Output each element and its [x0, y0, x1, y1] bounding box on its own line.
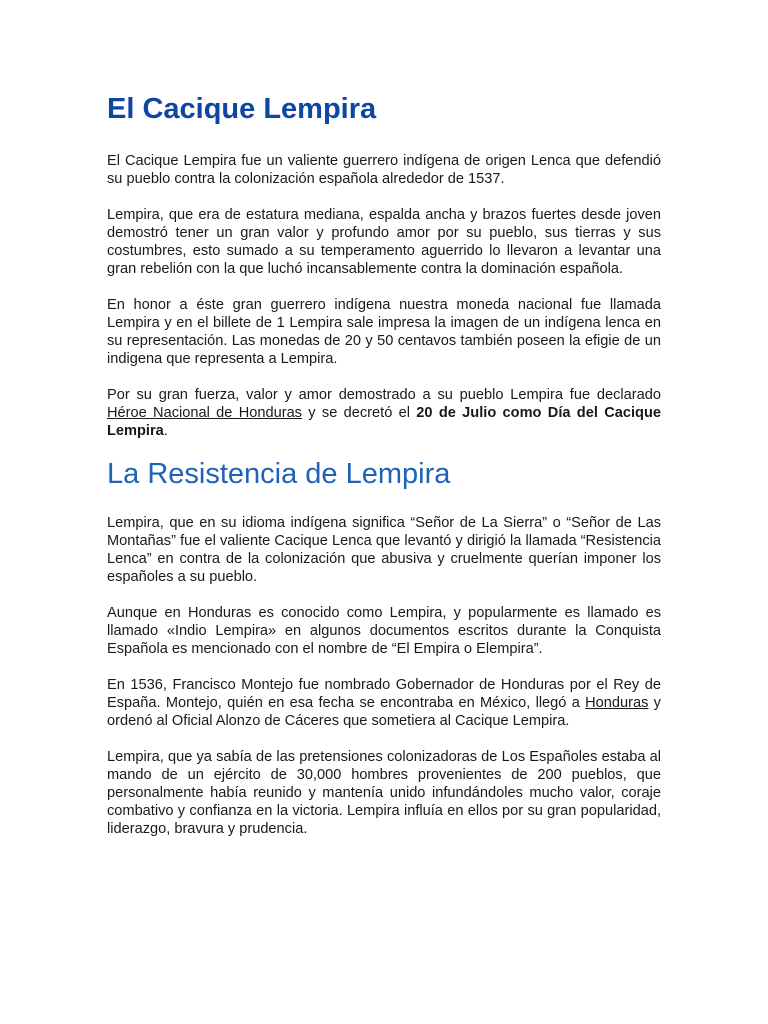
paragraph-text: . — [163, 423, 168, 439]
paragraph-stature: Lempira, que era de estatura mediana, espalda ancha y brazos fuertes desde joven demostró tener un gran valor y profundo amor por su pueblo, sus tierras y sus costumbres, esto sumado a su temperamento aguerrido lo llevaron a levantar una gran rebelión con la que luchó incansablemente contra la dominación española. — [107, 207, 661, 277]
section-heading-resistencia: La Resistencia de Lempira — [107, 458, 451, 490]
paragraph-army: Lempira, que ya sabía de las pretensiones colonizadoras de Los Españoles estaba al mando de un ejército de 30,000 hombres provenientes de 200 pueblos, que personalmente había reunido y mantenía unido infundándoles mucho valor, coraje combativo y confianza en la victoria. Lempira influía en ellos por su gran popularidad, liderazgo, bravura y prudencia. — [107, 749, 661, 837]
paragraph-national-hero — [107, 386, 661, 440]
paragraph-montejo — [107, 676, 661, 730]
paragraph-text: En 1536, Francisco Montejo fue nombrado Gobernador de Honduras por el Rey de España. Montejo, quién en esa fecha se encontraba en México, llegó a — [107, 677, 661, 711]
paragraph-text: y se decretó el — [301, 405, 417, 421]
paragraph-meaning: Lempira, que en su idioma indígena significa “Señor de La Sierra” o “Señor de Las Montañas” fue el valiente Cacique Lenca que levantó y dirigió la llamada “Resistencia Lenca” en contra de la colonización que abusiva y cruelmente querían imponer los españoles a su pueblo. — [107, 515, 661, 585]
paragraph-text: Por su gran fuerza, valor y amor demostrado a su pueblo Lempira fue declarado — [107, 387, 661, 403]
heroe-nacional-link[interactable]: Héroe Nacional de Honduras — [107, 405, 302, 421]
bold-date-text: 20 de Julio como Día del Cacique Lempira — [107, 405, 661, 439]
honduras-link[interactable]: Honduras — [585, 695, 649, 711]
document-page — [107, 90, 661, 838]
paragraph-currency: En honor a éste gran guerrero indígena nuestra moneda nacional fue llamada Lempira y en el billete de 1 Lempira sale impresa la imagen de un indígena lenca en su representación. Las monedas de 20 y 50 centavos también poseen la efigie de un indigena que representa a Lempira. — [107, 297, 661, 367]
paragraph-known-as: Aunque en Honduras es conocido como Lempira, y popularmente es llamado es llamado «Indio Lempira» en algunos documentos escritos durante la Conquista Española es mencionado con el nombre de “El Empira o Elempira”. — [107, 605, 661, 657]
section-heading-cacique-lempira: El Cacique Lempira — [107, 93, 377, 125]
paragraph-text: y ordenó al Oficial Alonzo de Cáceres que sometiera al Cacique Lempira. — [107, 695, 661, 729]
paragraph-intro: El Cacique Lempira fue un valiente guerrero indígena de origen Lenca que defendió su pueblo contra la colonización española alrededor de 1537. — [107, 153, 661, 187]
